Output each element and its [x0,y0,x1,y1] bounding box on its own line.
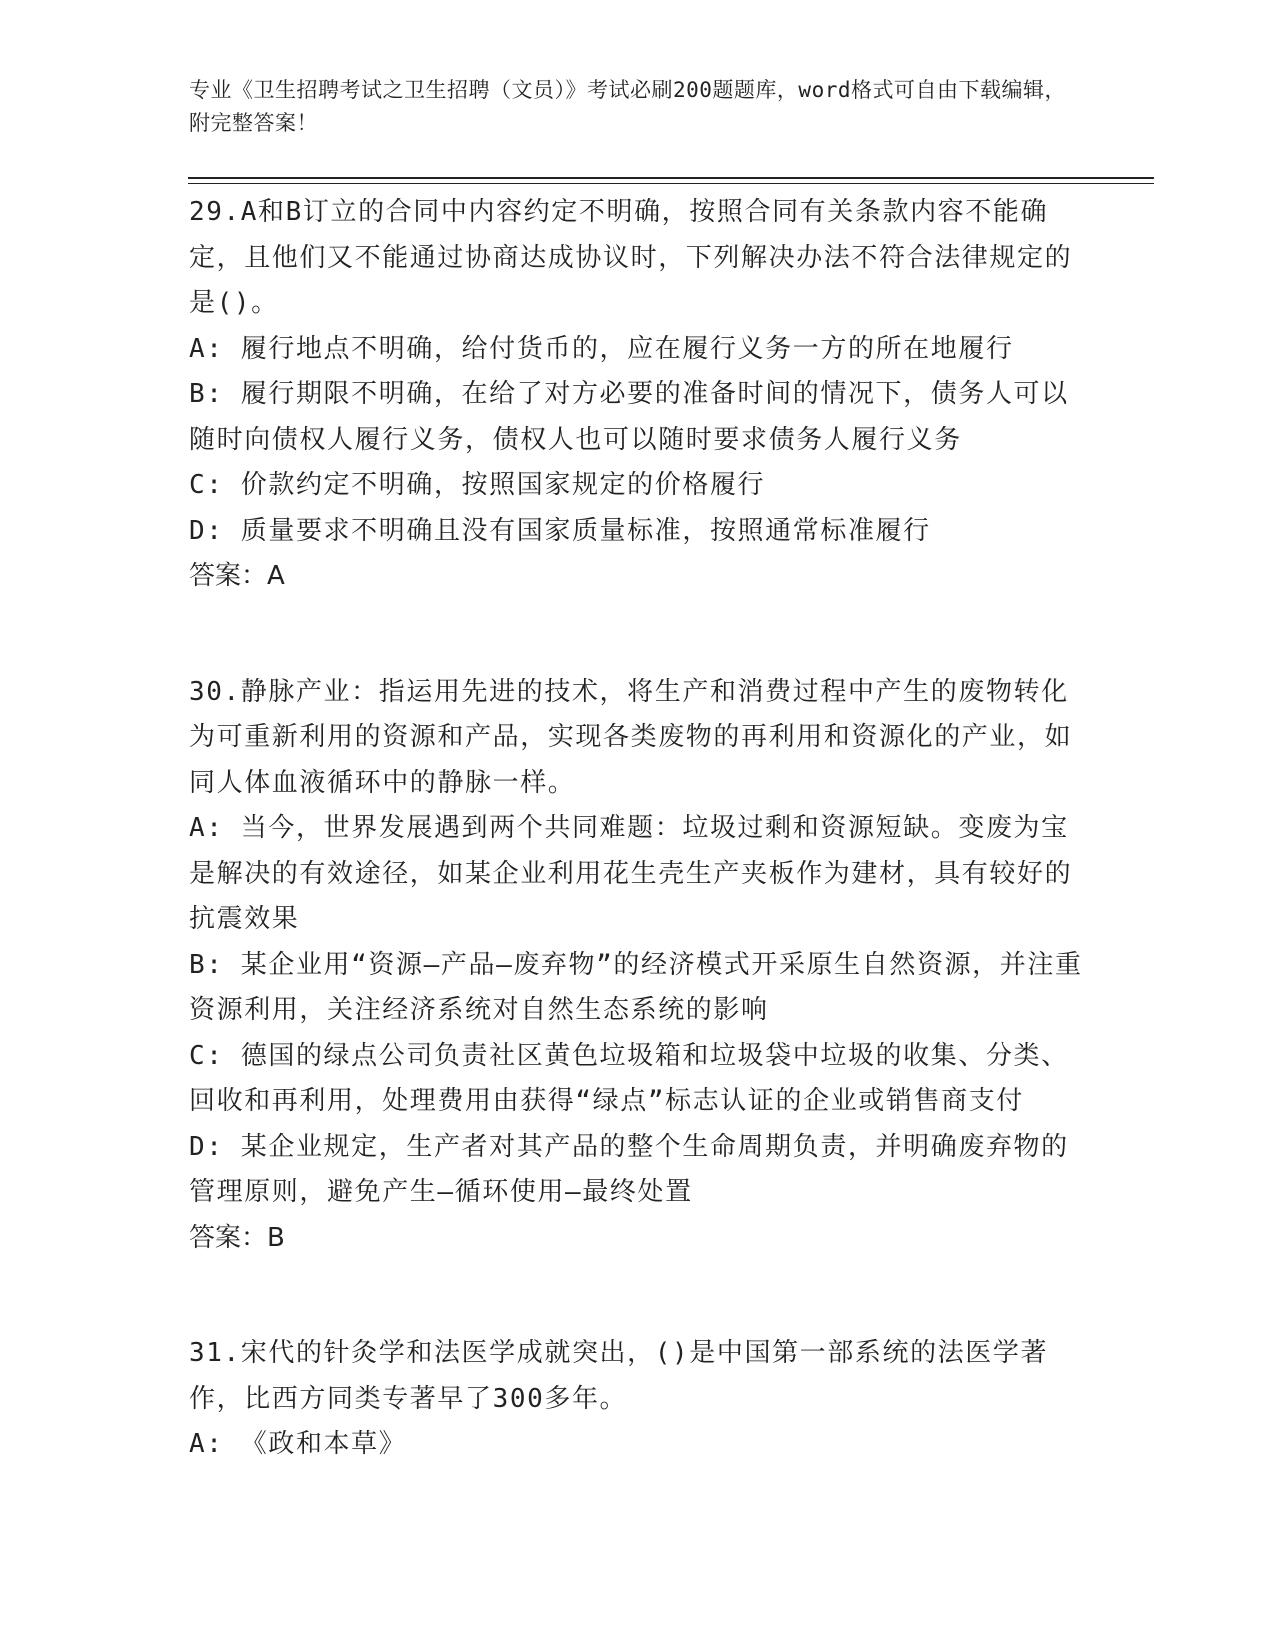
option-c: C: 德国的绿点公司负责社区黄色垃圾箱和垃圾袋中垃圾的收集、分类、回收和再利用，处理费用由获得“绿点”标志认证的企业或销售商支付 [189,1040,1069,1116]
option-a: A: 当今，世界发展遇到两个共同难题：垃圾过剩和资源短缺。变废为宝是解决的有效途径，如某企业利用花生壳生产夹板作为建材，具有较好的抗震效果 [189,813,1073,934]
header-rule-thin [188,183,1154,184]
answer-line: 答案：A [189,561,285,591]
document-header: 专业《卫生招聘考试之卫生招聘（文员）》考试必刷200题题库，word格式可自由下载编辑，附完整答案！ [189,78,1066,135]
question-stem: 30.静脉产业：指运用先进的技术，将生产和消费过程中产生的废物转化为可重新利用的资源和产品，实现各类废物的再利用和资源化的产业，如同人体血液循环中的静脉一样。 [189,676,1073,798]
question-list [189,190,1089,1468]
question-stem: 31.宋代的针灸学和法医学成就突出，()是中国第一部系统的法医学著作，比西方同类专著早了300多年。 [189,1338,1049,1414]
option-b: B: 某企业用“资源—产品—废弃物”的经济模式开采原生自然资源，并注重资源利用，关注经济系统对自然生态系统的影响 [189,949,1083,1025]
question-30 [189,670,1089,1262]
question-stem: 29.A和B订立的合同中内容约定不明确，按照合同有关条款内容不能确定，且他们又不能通过协商达成协议时，下列解决办法不符合法律规定的是()。 [189,197,1073,318]
option-d: D: 某企业规定，生产者对其产品的整个生命周期负责，并明确废弃物的管理原则，避免产生—循环使用—最终处置 [189,1131,1069,1207]
option-a: A: 履行地点不明确，给付货币的，应在履行义务一方的所在地履行 [189,333,1014,364]
option-c: C: 价款约定不明确，按照国家规定的价格履行 [189,470,766,500]
option-d: D: 质量要求不明确且没有国家质量标准，按照通常标准履行 [189,515,931,546]
option-b: B: 履行期限不明确，在给了对方必要的准备时间的情况下，债务人可以随时向债权人履行义务，债权人也可以随时要求债务人履行义务 [189,379,1069,455]
option-a: A: 《政和本草》 [189,1429,407,1459]
answer-line: 答案：B [189,1222,285,1253]
question-29 [189,190,1089,600]
header-rule-thick [188,177,1154,179]
question-31 [189,1331,1089,1468]
